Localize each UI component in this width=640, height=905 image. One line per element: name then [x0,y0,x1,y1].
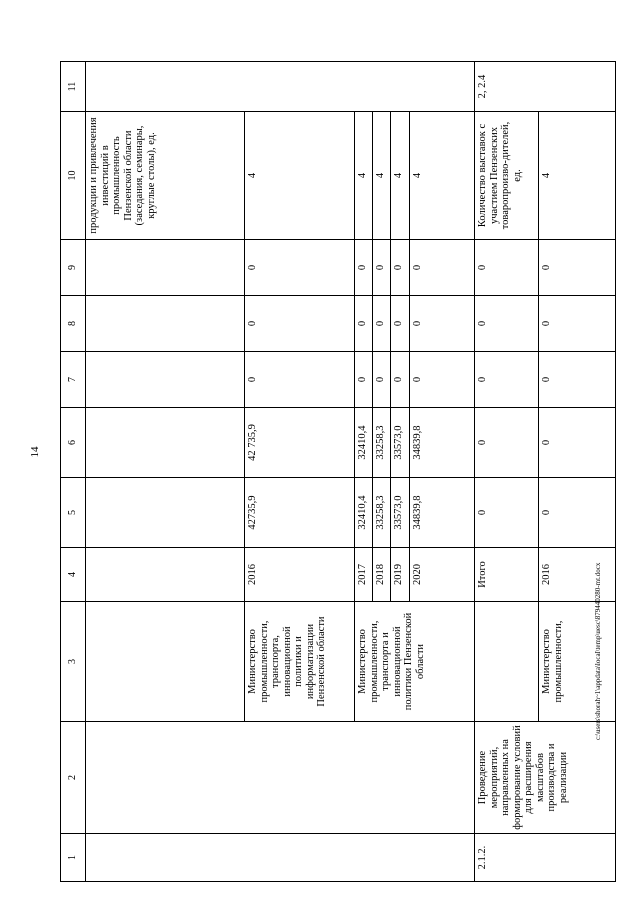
value-cell: 0 [539,296,616,352]
value-cell: 0 [373,240,391,296]
task-ref: 2, 2.4 [475,62,616,112]
table-row [245,62,355,882]
value-cell: 0 [391,296,409,352]
value-cell: 4 [373,112,391,240]
value-cell: 0 [539,240,616,296]
value-cell: 0 [475,352,539,408]
value-cell: 0 [539,478,616,548]
value-cell: 34839,8 [409,408,475,478]
year-cell: 2019 [391,548,409,602]
value-cell: 0 [391,352,409,408]
table-row [355,62,373,882]
year-cell: 2016 [245,548,355,602]
value-cell: 0 [373,296,391,352]
col-header: 10 [61,112,86,240]
col-header: 8 [61,296,86,352]
year-cell: 2016 [539,548,616,602]
col-header: 9 [61,240,86,296]
year-cell: 2020 [409,548,475,602]
value-cell: 33258,3 [373,408,391,478]
value-cell: 33573,0 [391,478,409,548]
value-cell: 34839,8 [409,478,475,548]
executor-cell: Министерство промышленности, [539,602,616,722]
value-cell: 33573,0 [391,408,409,478]
table-row [409,62,475,882]
item-number: 2.1.2. [475,834,616,882]
value-cell: 42735,9 [245,478,355,548]
value-cell: 0 [409,352,475,408]
table-row [475,62,539,882]
executor-cell: Министерство промышленности, транспорта, инновационной политики и информатизации Пензенской области [245,602,355,722]
value-cell: 0 [539,352,616,408]
value-cell: 4 [539,112,616,240]
col-header: 6 [61,408,86,478]
col-header: 5 [61,478,86,548]
value-cell: 0 [355,240,373,296]
value-cell: 0 [409,240,475,296]
value-cell: 0 [539,408,616,478]
value-cell: 0 [475,296,539,352]
indicator-cell: продукции и привлечения инвестиций в промышленность Пензенской области (заседания, семинары, круглые столы), ед. [86,112,245,240]
total-label: Итого [475,548,539,602]
value-cell: 0 [475,478,539,548]
col-header: 7 [61,352,86,408]
value-cell: 42 735,9 [245,408,355,478]
value-cell: 0 [373,352,391,408]
value-cell: 0 [245,296,355,352]
item-name: Проведение мероприятий, направленных на формирование условий для расширения масштабов производства и реализации [475,722,616,834]
table [60,61,616,882]
value-cell: 33258,3 [373,478,391,548]
value-cell: 0 [475,408,539,478]
value-cell: 4 [245,112,355,240]
col-header: 2 [61,722,86,834]
value-cell: 0 [391,240,409,296]
program-table [60,62,616,882]
header-row [61,62,86,882]
year-cell: 2017 [355,548,373,602]
executor-cell: Министерство промышленности, транспорта и инновационной политики Пензенской области [355,602,475,722]
value-cell: 0 [245,240,355,296]
table-row [86,62,245,882]
page-number: 14 [29,446,41,458]
value-cell: 0 [355,296,373,352]
value-cell: 0 [355,352,373,408]
table-row [373,62,391,882]
footer-file-path: c:\users\shorah~1\appdata\local\temp\uesc\879440280-mt.docx [594,562,602,740]
indicator-cell: Количество выставок с участием Пензенских товаропроизво-дителей, ед. [475,112,539,240]
value-cell: 0 [245,352,355,408]
value-cell: 4 [355,112,373,240]
col-header: 3 [61,602,86,722]
value-cell: 0 [475,240,539,296]
table-row [391,62,409,882]
year-cell: 2018 [373,548,391,602]
value-cell: 4 [409,112,475,240]
value-cell: 4 [391,112,409,240]
value-cell: 0 [409,296,475,352]
col-header: 4 [61,548,86,602]
col-header: 1 [61,834,86,882]
col-header: 11 [61,62,86,112]
value-cell: 32410,4 [355,478,373,548]
value-cell: 32410,4 [355,408,373,478]
